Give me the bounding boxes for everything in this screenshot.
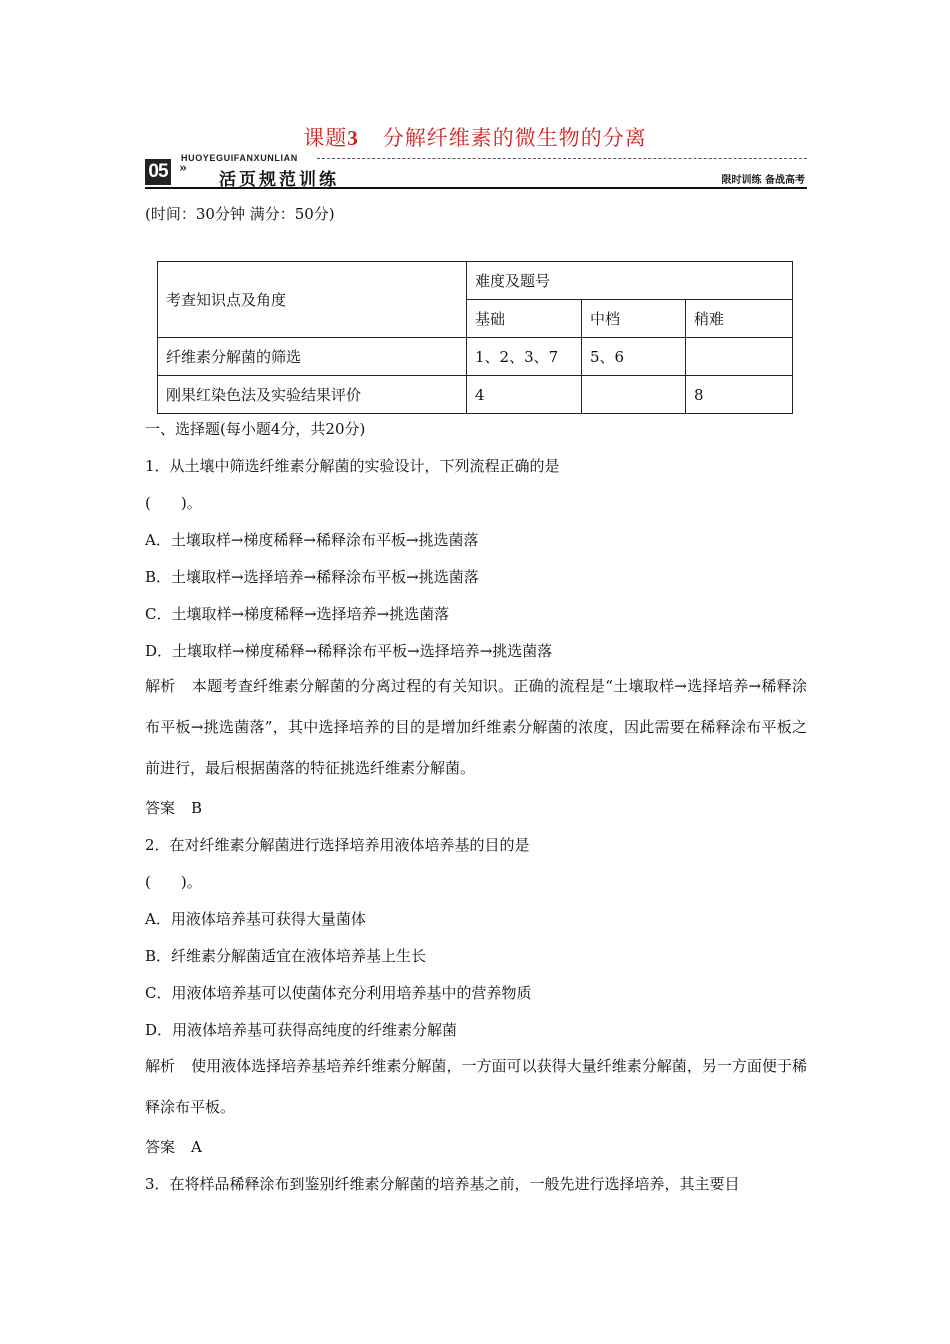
table-level-hard: 稍难 — [686, 300, 793, 338]
table-cell-topic: 纤维素分解菌的筛选 — [158, 338, 467, 376]
time-score-meta: (时间：30分钟 满分：50分) — [145, 205, 335, 223]
table-cell-basic: 1、2、3、7 — [467, 338, 582, 376]
analysis-label: 解析 — [145, 1057, 176, 1075]
question-2-analysis — [145, 1046, 807, 1128]
question-2-option-a: A．用液体培养基可获得大量菌体 — [145, 910, 366, 928]
table-level-basic: 基础 — [467, 300, 582, 338]
banner-dashed-line — [317, 158, 807, 159]
analysis-label: 解析 — [145, 677, 176, 695]
question-3-stem: 3．在将样品稀释涂布到鉴别纤维素分解菌的培养基之前，一般先进行选择培养，其主要目 — [145, 1175, 740, 1193]
table-cell-basic: 4 — [467, 376, 582, 414]
table-cell-hard — [686, 338, 793, 376]
question-1-blank: ( )。 — [145, 494, 202, 512]
table-row — [158, 338, 793, 376]
question-2-option-b: B．纤维素分解菌适宜在液体培养基上生长 — [145, 947, 427, 965]
table-row — [158, 376, 793, 414]
answer-label: 答案 — [145, 1138, 176, 1156]
page-title — [0, 122, 950, 152]
question-1-analysis — [145, 666, 807, 789]
banner-slogan: 限时训练 备战高考 — [721, 175, 805, 186]
answer-value: A — [191, 1138, 202, 1156]
question-2-blank: ( )。 — [145, 873, 202, 891]
answer-value: B — [191, 799, 203, 817]
question-2-option-c: C．用液体培养基可以使菌体充分利用培养基中的营养物质 — [145, 984, 532, 1002]
title-number: 3 — [347, 126, 359, 150]
table-level-medium: 中档 — [582, 300, 686, 338]
banner-number: 05 — [145, 159, 171, 185]
question-1-option-b: B．土壤取样→选择培养→稀释涂布平板→挑选菌落 — [145, 568, 479, 586]
banner-pinyin: HUOYEGUIFANXUNLIAN — [181, 153, 298, 163]
title-topic: 分解纤维素的微生物的分离 — [382, 126, 647, 150]
table-cell-medium: 5、6 — [582, 338, 686, 376]
table-cell-topic: 刚果红染色法及实验结果评价 — [158, 376, 467, 414]
table-header-difficulty: 难度及题号 — [467, 262, 793, 300]
banner-rule — [145, 187, 807, 189]
question-1-option-c: C．土壤取样→梯度稀释→选择培养→挑选菌落 — [145, 605, 450, 623]
question-2-option-d: D．用液体培养基可获得高纯度的纤维素分解菌 — [145, 1021, 458, 1039]
question-1-option-d: D．土壤取样→梯度稀释→稀释涂布平板→选择培养→挑选菌落 — [145, 642, 553, 660]
section-banner — [145, 153, 807, 189]
question-2-stem: 2．在对纤维素分解菌进行选择培养用液体培养基的目的是 — [145, 836, 530, 854]
double-chevron-icon: » — [179, 161, 188, 176]
banner-heading: 活页规范训练 — [219, 170, 339, 190]
analysis-text: 使用液体选择培养基培养纤维素分解菌，一方面可以获得大量纤维素分解菌，另一方面便于稀释涂布平板。 — [145, 1057, 807, 1116]
title-prefix: 课题 — [303, 126, 348, 150]
question-2-answer — [145, 1136, 807, 1157]
knowledge-table — [157, 261, 793, 414]
section-heading: 一、选择题(每小题4分，共20分) — [145, 420, 366, 438]
table-header-topic: 考查知识点及角度 — [158, 262, 467, 338]
table-cell-hard: 8 — [686, 376, 793, 414]
question-1-answer — [145, 797, 807, 818]
question-1-option-a: A．土壤取样→梯度稀释→稀释涂布平板→挑选菌落 — [145, 531, 479, 549]
analysis-text: 本题考查纤维素分解菌的分离过程的有关知识。正确的流程是“土壤取样→选择培养→稀释涂布平板→挑选菌落”，其中选择培养的目的是增加纤维素分解菌的浓度，因此需要在稀释涂布平板之前进行，最后根据菌落的特征挑选纤维素分解菌。 — [145, 677, 807, 777]
table-cell-medium — [582, 376, 686, 414]
question-1-stem: 1．从土壤中筛选纤维素分解菌的实验设计，下列流程正确的是 — [145, 457, 560, 475]
answer-label: 答案 — [145, 799, 176, 817]
